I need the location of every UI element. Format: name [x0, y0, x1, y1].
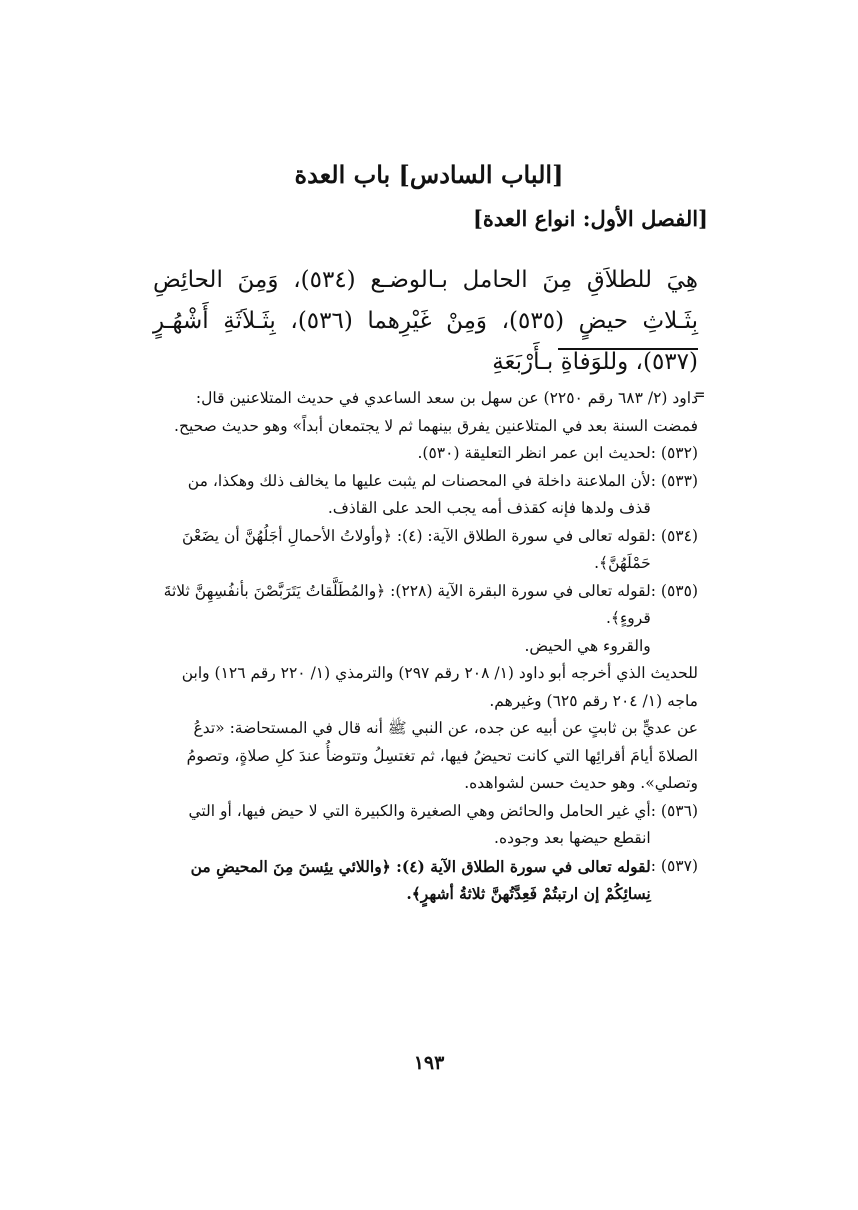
footnotes [153, 385, 698, 908]
footnote-number: (٥٣٥) : [650, 581, 698, 600]
footnote-537 [153, 853, 698, 908]
footnote-text [153, 578, 651, 661]
footnote-535 [153, 578, 698, 661]
page-number: ١٩٣ [413, 1052, 445, 1074]
continuation-marker: = [695, 385, 705, 404]
main-text: هِيَ للطلاَقِ مِنَ الحامل بـالوضـع (٥٣٤)، وَمِنَ الحائِضِ بِثَـلاثِ حيضٍ (٥٣٥)، وَمِنْ غَيْرِهما (٥٣٦)، بِثَـلاَثَةِ أَشْهُـرٍ (٥٣٧)، وللوَفاةِ بـأَرْبَعَةِ [153, 267, 698, 375]
footnote-text: أي غير الحامل والحائض وهي الصغيرة والكبيرة التي لا حيض فيها، أو التي انقطع حيضها بعد وجوده. [188, 801, 651, 847]
footnote-number: (٥٣٤) : [650, 526, 698, 545]
footnote-text: لأن الملاعنة داخلة في المحصنات لم يثبت عليها ما يخالف ذلك وهكذا، من قذف ولدها فإنه كقذف أمه يجب الحد على القاذف. [187, 471, 651, 517]
footnote-text: لقوله تعالى في سورة الطلاق الآية (٤): ﴿واللائي يئِسنَ مِنَ المحيضِ من نِسائِكُمْ إن ارتبتُمْ فَعِدَّتُهنَّ ثلاثةُ أشهرٍ﴾. [190, 856, 651, 903]
footnote-532 [153, 440, 698, 468]
footnote-533 [153, 468, 698, 523]
section-title: [الفصل الأول: انواع العدة] [472, 206, 708, 231]
footnote-535-verse: لقوله تعالى في سورة البقرة الآية (٢٢٨): ﴿والمُطَلَّقاتُ يَتَرَبَّصْنَ بأنفُسِهِنَّ ثلاثةَ قروءٍ﴾. [163, 581, 651, 627]
chapter-title: [الباب السادس] باب العدة [294, 160, 564, 189]
footnote-number: (٥٣٧) : [650, 856, 698, 875]
footnote-534 [153, 523, 698, 578]
footnote-number: (٥٣٣) : [650, 471, 698, 490]
footnote-continuation: داود (٢/ ٦٨٣ رقم ٢٢٥٠) عن سهل بن سعد الساعدي في حديث المتلاعنين قال: فمضت السنة بعد في المتلاعنين يفرق بينهما ثم لا يجتمعان أبداً» وهو حديث صحيح. [174, 389, 698, 435]
footnote-535-hadith-text: عن عديٍّ بن ثابتٍ عن أبيه عن جده، عن النبي ﷺ أنه قال في المستحاضة: «تدعُ الصلاةَ أيامَ أقرائِها التي كانت تحيضُ فيها، ثم تغتسِلُ وتتوضأُ عندَ كلِ صلاةٍ، وتصومُ وتصلي». وهو حديث حسن لشواهده. [186, 719, 698, 792]
footnote-text: لحديث ابن عمر انظر التعليقة (٥٣٠). [417, 444, 651, 462]
footnote-536 [153, 798, 698, 853]
footnote-535-hadith-source: للحديث الذي أخرجه أبو داود (١/ ٢٠٨ رقم ٢٩٧) والترمذي (١/ ٢٢٠ رقم ١٢٦) وابن ماجه (١/ ٢٠٤ رقم ٦٢٥) وغيرهم. [181, 664, 698, 710]
footnote-number: (٥٣٦) : [650, 801, 698, 820]
footnote-text: لقوله تعالى في سورة الطلاق الآية: (٤): ﴿وأولاتُ الأحمالِ أجَلُهُنَّ أن يضَعْنَ حَمْلَهُنَّ﴾. [182, 526, 651, 572]
footnote-number: (٥٣٢) : [650, 444, 698, 462]
footnote-divider [558, 348, 698, 350]
footnote-535-qurū: والقروء هي الحيض. [524, 636, 651, 655]
